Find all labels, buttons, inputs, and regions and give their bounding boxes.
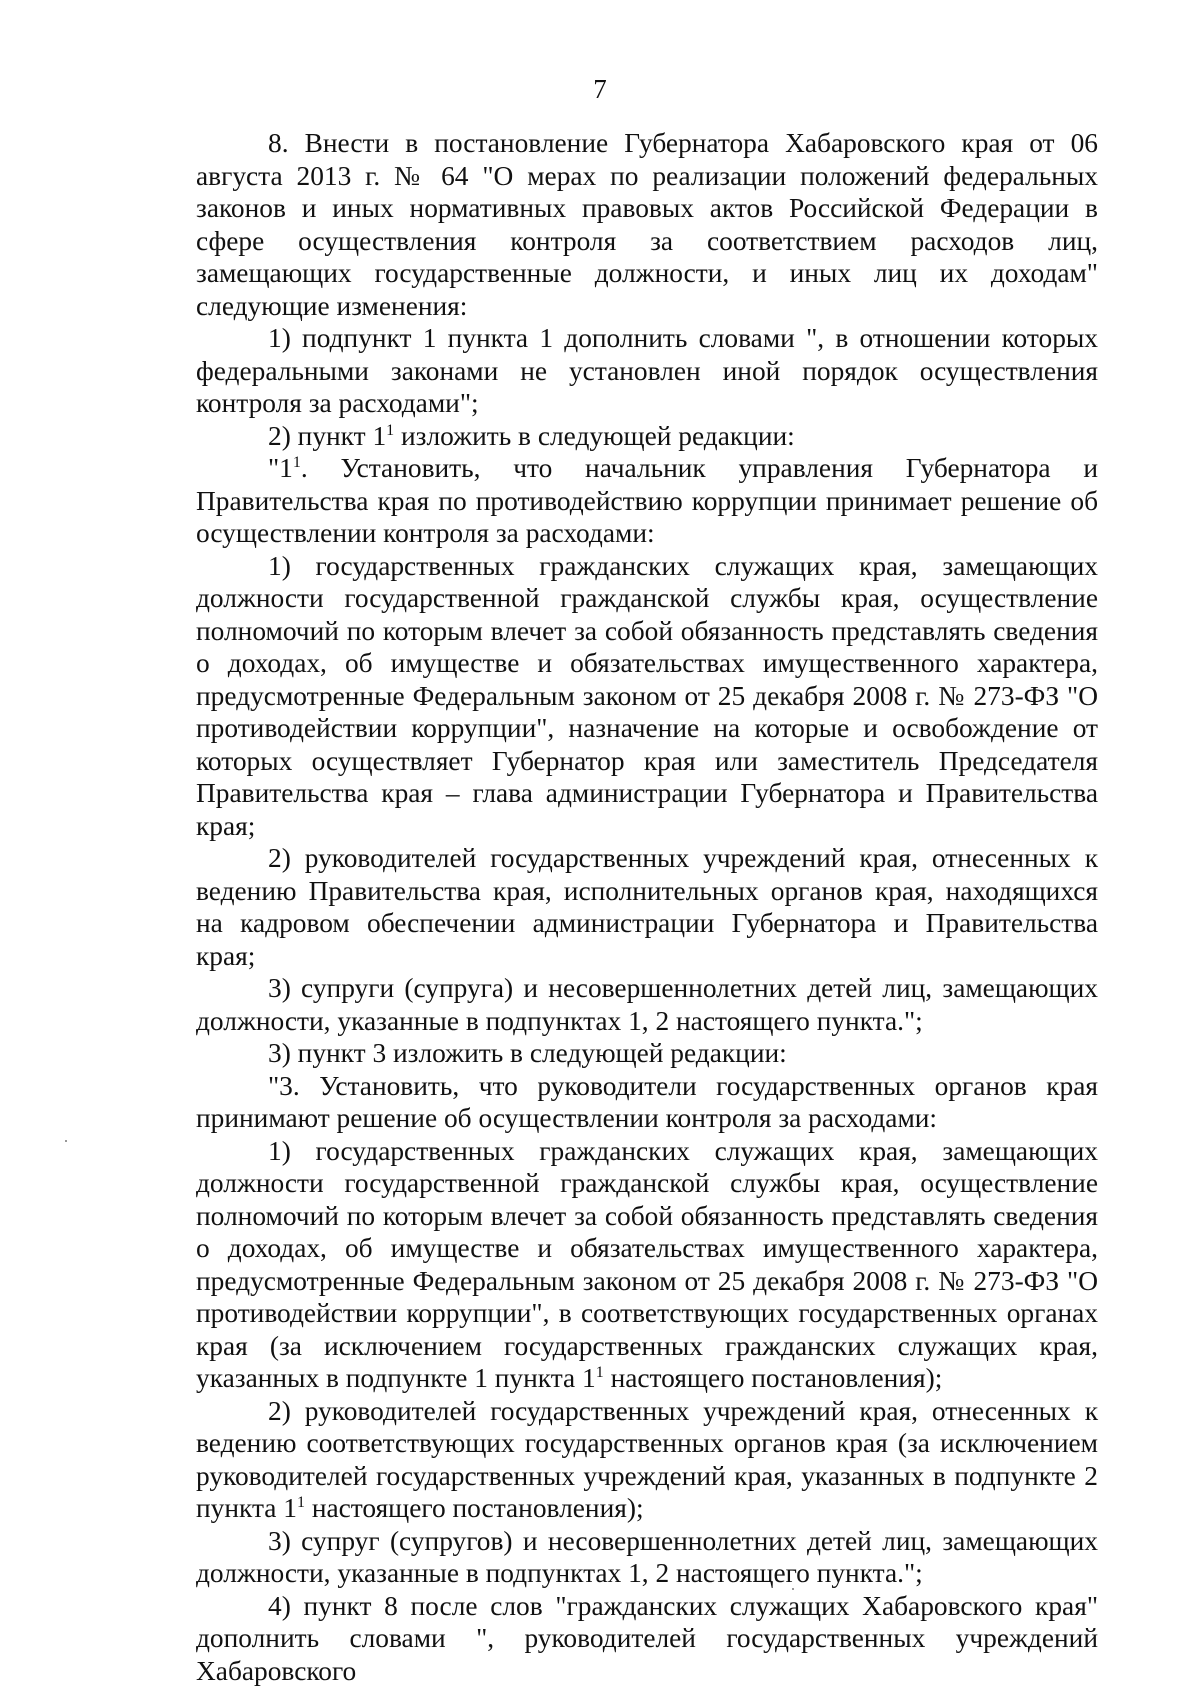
superscript: 1 xyxy=(595,1364,604,1381)
document-body xyxy=(196,127,1098,1687)
paragraph-point-3 xyxy=(196,1070,1098,1135)
scan-speck xyxy=(792,1588,794,1590)
scan-speck xyxy=(65,1140,67,1142)
superscript: 1 xyxy=(296,1494,305,1511)
paragraph-list-item-2 xyxy=(196,842,1098,972)
paragraph-text: "3. Установить, что руководители государственных органов края принимают решение об осуществлении контроля за расходами: xyxy=(196,1070,1098,1133)
paragraph-list-item-1 xyxy=(196,550,1098,843)
paragraph-text: 1) государственных гражданских служащих края, замещающих должности государственной гражданской службы края, осуществление полномочий по которым влечет за собой обязанность представлять сведения о доходах, об имуществе и обязательствах имущественного характера, предусмотренные Федеральным законом от 25 декабря 2008 г. № 273-ФЗ "О противодействии коррупции", назначение на которые и освобождение от которых осуществляет Губернатор края или заместитель Председателя Правительства края – глава администрации Губернатора и Правительства края; xyxy=(196,550,1098,841)
paragraph-text: 4) пункт 8 после слов "гражданских служащих Хабаровского края" дополнить словами ", руководителей государственных учреждений Хабаровского xyxy=(196,1590,1098,1686)
paragraph-text: изложить в следующей редакции: xyxy=(394,420,795,451)
paragraph-text: 3) супруги (супруга) и несовершеннолетних детей лиц, замещающих должности, указанные в подпунктах 1, 2 настоящего пункта."; xyxy=(196,973,1098,1036)
paragraph-text: настоящего постановления); xyxy=(304,1493,644,1523)
paragraph-text: настоящего постановления); xyxy=(603,1363,943,1393)
paragraph-subitem-2 xyxy=(196,420,1098,453)
paragraph-list-item-1 xyxy=(196,1135,1098,1395)
paragraph-subitem-1 xyxy=(196,322,1098,420)
paragraph-point-1-1 xyxy=(196,452,1098,550)
paragraph-text: 3) супруг (супругов) и несовершеннолетних детей лиц, замещающих должности, указанные в подпунктах 1, 2 настоящего пункта."; xyxy=(196,1525,1098,1588)
paragraph-list-item-3 xyxy=(196,972,1098,1037)
page-number: 7 xyxy=(593,74,607,104)
paragraph-list-item-3 xyxy=(196,1525,1098,1590)
paragraph-subitem-4 xyxy=(196,1590,1098,1688)
paragraph-list-item-2 xyxy=(196,1395,1098,1525)
paragraph-subitem-3 xyxy=(196,1037,1098,1070)
paragraph-text: 2) руководителей государственных учреждений края, отнесенных к ведению соответствующих государственных органов края (за исключением руководителей государственных учреждений края, указанных в подпункте 2 пункта 1 xyxy=(196,1395,1098,1523)
superscript: 1 xyxy=(292,454,301,471)
paragraph-text: 2) руководителей государственных учреждений края, отнесенных к ведению Правительства края, исполнительных органов края, находящихся на кадровом обеспечении администрации Губернатора и Правительства края; xyxy=(196,843,1098,971)
paragraph-item-8 xyxy=(196,127,1098,322)
paragraph-text: 3) пункт 3 изложить в следующей редакции: xyxy=(268,1038,787,1068)
paragraph-text: 1) подпункт 1 пункта 1 дополнить словами ", в отношении которых федеральными законами не установлен иной порядок осуществления контроля за расходами"; xyxy=(196,323,1098,418)
paragraph-text: "1 xyxy=(268,453,293,483)
superscript: 1 xyxy=(386,421,395,439)
paragraph-text: 2) пункт 1 xyxy=(268,420,387,451)
paragraph-text: . Установить, что начальник управления Губернатора и Правительства края по противодействию коррупции принимает решение об осуществлении контроля за расходами: xyxy=(196,453,1098,548)
paragraph-text: 8. Внести в постановление Губернатора Хабаровского края от 06 августа 2013 г. № 64 "О мерах по реализации положений федеральных законов и иных нормативных правовых актов Российской Федерации в сфере осуществления контроля за соответствием расходов лиц, замещающих государственные должности, и иных лиц их доходам" следующие изменения: xyxy=(196,128,1098,321)
paragraph-text: 1) государственных гражданских служащих края, замещающих должности государственной гражданской службы края, осуществление полномочий по которым влечет за собой обязанность представлять сведения о доходах, об имуществе и обязательствах имущественного характера, предусмотренные Федеральным законом от 25 декабря 2008 г. № 273-ФЗ "О противодействии коррупции", в соответствующих государственных органах края (за исключением государственных гражданских служащих края, указанных в подпункте 1 пункта 1 xyxy=(196,1135,1098,1393)
